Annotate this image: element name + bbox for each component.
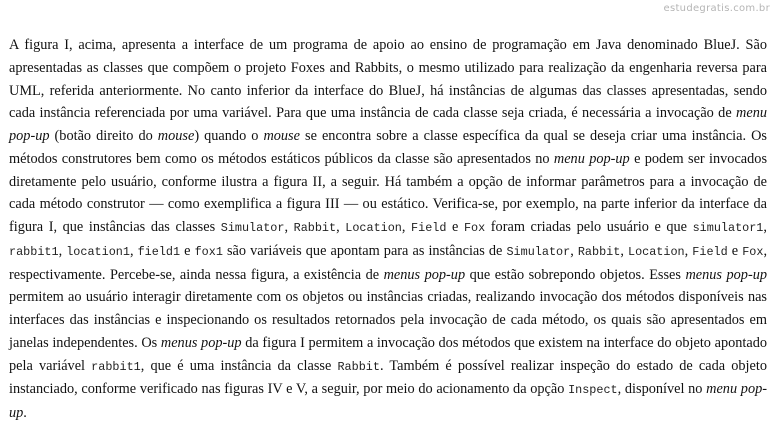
text-run: que estão sobrepondo objetos. Esses — [465, 266, 686, 283]
italic-term: menus pop-up — [160, 334, 242, 351]
text-run: , — [620, 242, 628, 259]
text-run: . Também é possível realizar inspeção do estado de cada objeto instanciado, conforme verificado nas figuras IV e V, a seguir, por meio do acionamento da opção — [9, 357, 767, 398]
text-run: , que é uma instância da classe — [140, 357, 338, 374]
code-identifier: Fox — [742, 244, 764, 259]
code-identifier: field1 — [137, 244, 181, 259]
code-identifier: Rabbit — [577, 244, 621, 259]
text-run: , — [684, 242, 693, 259]
code-identifier: location1 — [66, 244, 130, 259]
italic-term: mouse — [157, 128, 195, 144]
text-run: foram criadas pelo usuário e que — [485, 219, 693, 235]
code-identifier: Rabbit — [337, 359, 380, 374]
italic-term: menu pop-up — [9, 381, 768, 421]
text-run: e — [180, 242, 195, 259]
code-identifier: Location — [345, 221, 402, 235]
text-run: , — [763, 219, 767, 235]
document-page — [9, 34, 767, 425]
italic-term: menu pop-up — [553, 150, 630, 167]
text-run: , — [284, 219, 294, 235]
text-run: ) quando o — [194, 128, 264, 144]
site-watermark: estudegratis.com.br — [663, 3, 770, 14]
italic-term: menu pop-up — [9, 105, 767, 144]
code-identifier: Inspect — [568, 383, 618, 398]
text-run: , — [570, 242, 578, 259]
text-run: e — [446, 219, 464, 235]
text-run: (botão direito do — [49, 128, 158, 144]
italic-term: mouse — [263, 128, 300, 144]
code-identifier: Location — [627, 244, 685, 259]
text-run: , — [401, 219, 412, 235]
code-identifier: Simulator — [506, 244, 571, 259]
code-identifier: rabbit1 — [91, 359, 141, 374]
text-run: , — [58, 242, 67, 259]
italic-term: menus pop-up — [383, 266, 466, 283]
code-identifier: Rabbit — [293, 221, 337, 235]
text-run: são variáveis que apontam para as instâncias de — [222, 242, 507, 259]
code-identifier: Fox — [463, 221, 486, 235]
text-run: . — [23, 405, 27, 421]
text-run: da figura I permitem a invocação dos métodos que existem na interface do objeto apontado pela variável — [9, 334, 768, 374]
code-identifier: Field — [411, 221, 447, 235]
text-run: e podem ser invocados diretamente pelo usuário, conforme ilustra a figura II, a seguir. Há também a opção de informar parâmetros para a invocação de cada método construtor — como exemplifica a figura III — ou estático. Verifica-se, por exemplo, na parte inferior da interface da figura I, que instâncias das classes — [9, 150, 768, 235]
italic-term: menus pop-up — [685, 266, 768, 283]
text-run: , — [129, 242, 138, 259]
text-run: , disponível no — [617, 381, 707, 398]
text-run: , — [336, 219, 346, 235]
code-identifier: Field — [692, 244, 728, 259]
code-identifier: Simulator — [220, 221, 285, 235]
text-run: , respectivamente. Percebe-se, ainda nessa figura, a existência de — [9, 242, 768, 283]
code-identifier: fox1 — [194, 244, 223, 259]
body-paragraph — [9, 34, 767, 425]
code-identifier: rabbit1 — [9, 244, 59, 259]
text-run: se encontra sobre a classe específica da qual se deseja criar uma instância. Os métodos construtores bem como os métodos estáticos públicos da classe são apresentados no — [9, 128, 767, 167]
text-run: e — [727, 242, 743, 259]
text-run: A figura I, acima, apresenta a interface de um programa de apoio ao ensino de programação em Java denominado BlueJ. São apresentadas as classes que compõem o projeto Foxes and Rabbits, o mesmo utilizado para realização da engenharia reversa para UML, referida anteriormente. No canto inferior da interface do BlueJ, há instâncias de algumas das classes apresentadas, sendo cada instância referenciada por uma variável. Para que uma instância de cada classe seja criada, é necessária a invocação de — [9, 37, 767, 122]
text-run: permitem ao usuário interagir diretamente com os objetos ou instâncias criadas, realizando invocação dos métodos disponíveis nas interfaces das instâncias e inspecionando os resultados retornados pela invocação de cada método, os quais são apresentados em janelas independentes. Os — [9, 289, 767, 351]
code-identifier: simulator1 — [692, 221, 764, 235]
